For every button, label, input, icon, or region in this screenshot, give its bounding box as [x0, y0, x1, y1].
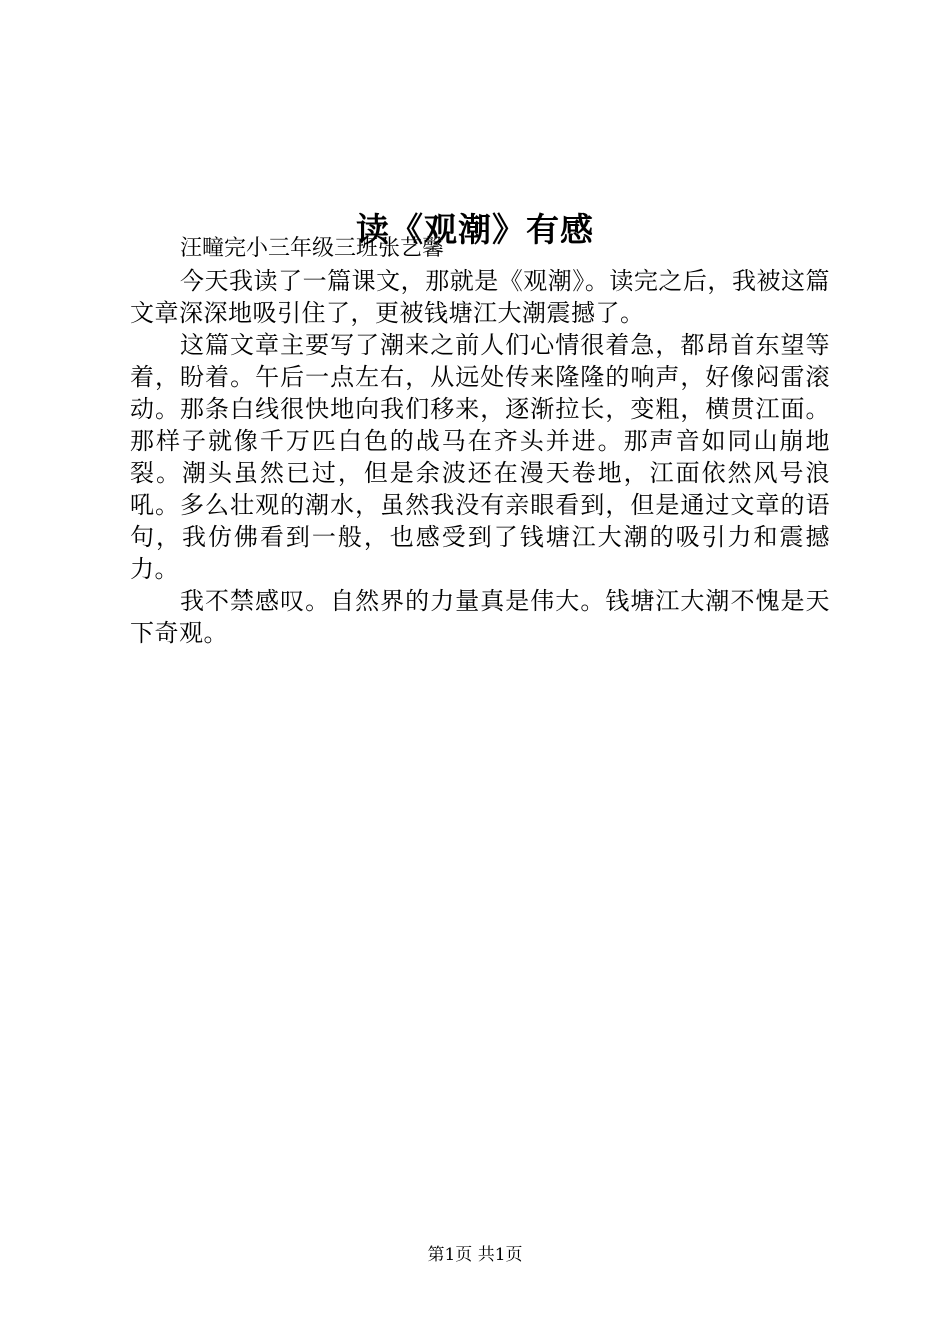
document-title: 读《观潮》有感 [356, 210, 594, 250]
document-body [130, 233, 830, 649]
paragraph-2: 这篇文章主要写了潮来之前人们心情很着急，都昂首东望等着，盼着。午后一点左右，从远处传来隆隆的响声，好像闷雷滚动。那条白线很快地向我们移来，逐渐拉长，变粗，横贯江面。那样子就像千万匹白色的战马在齐头并进。那声音如同山崩地裂。潮头虽然已过，但是余波还在漫天卷地，江面依然风号浪吼。多么壮观的潮水，虽然我没有亲眼看到，但是通过文章的语句，我仿佛看到一般，也感受到了钱塘江大潮的吸引力和震撼力。 [130, 331, 830, 583]
author-line: 汪疃完小三年级三班张艺馨 [180, 236, 445, 261]
page-footer: 第1页 共1页 [427, 1245, 523, 1265]
paragraph-1: 今天我读了一篇课文，那就是《观潮》。读完之后，我被这篇文章深深地吸引住了，更被钱塘江大潮震撼了。 [130, 267, 830, 327]
paragraph-3: 我不禁感叹。自然界的力量真是伟大。钱塘江大潮不愧是天下奇观。 [130, 587, 830, 647]
